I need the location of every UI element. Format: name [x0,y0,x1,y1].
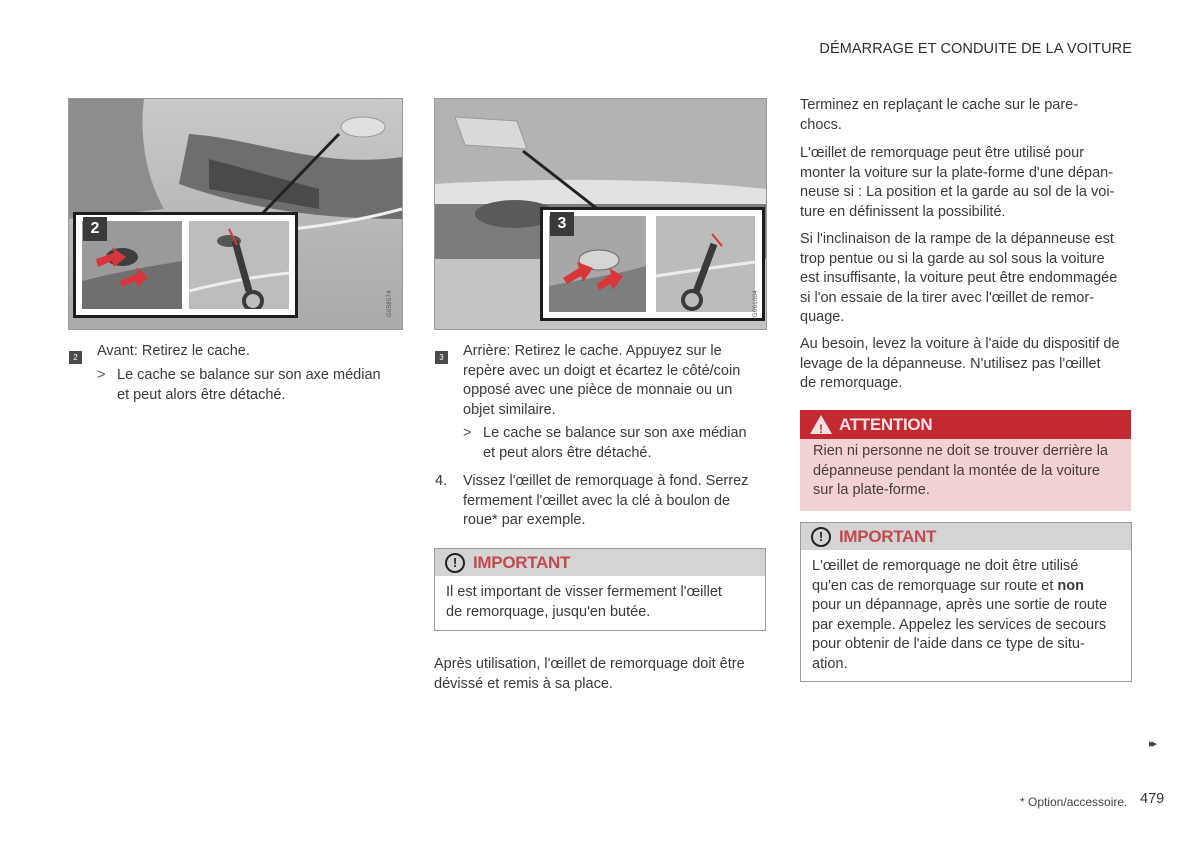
paragraph [800,144,1140,222]
result-text-line: et peut alors être détaché. [483,444,652,461]
after-use-text [434,655,774,694]
exclamation-icon: ! [445,553,465,573]
para-line: L'œillet de remorquage peut être utilisé pour [800,145,1085,161]
warning-mark: ! [819,422,823,436]
notice-text-line [812,577,1120,597]
step4-text [463,472,763,531]
notice-title: IMPORTANT [839,527,937,546]
para-line: Terminez en replaçant le cache sur le pare- [800,97,1079,113]
para-line: dévissé et remis à sa place. [434,675,613,692]
result-bullet: > [97,367,106,383]
result-item [463,424,763,463]
step-badge: 2 [69,351,82,364]
para-line: neuse si : La position et la garde au sol de la voi- [800,184,1115,200]
step-text-line: repère avec un doigt et écartez le côté/coin [463,362,741,379]
tow-eye-icon [189,221,289,309]
step-text-line: objet similaire. [463,401,556,418]
paragraph [800,96,1140,135]
figure-rear-tow-eye [434,98,767,330]
footnote: * Option/accessoire. [1020,795,1128,809]
paragraph [800,335,1140,394]
para-line: levage de la dépanneuse. N'utilisez pas l'œillet [800,355,1101,372]
notice-header [435,549,765,576]
figure-front-tow-eye [68,98,403,330]
step-text-line: fermement l'œillet avec la clé à boulon de [463,492,731,509]
inset-photo-tow-eye [189,221,289,309]
step-badge: 3 [435,351,448,364]
notice-text-line: pour un dépannage, après une sortie de route [812,597,1108,613]
figure-badge: 3 [550,212,574,236]
page-number: 479 [1140,791,1165,807]
important-notice [800,522,1132,682]
figure-code: G058574 [387,290,393,317]
para-line: monter la voiture sur la plate-forme d'une dépan- [800,164,1114,181]
notice-text-segment: qu'en cas de remorquage sur route et [812,577,1058,594]
important-notice [434,548,766,631]
step-text [463,342,763,420]
para-line: Après utilisation, l'œillet de remorquage doit être [434,656,745,672]
para-line: si l'on essaie de la tirer avec l'œillet de remor- [800,289,1095,306]
step-text-line: Arrière: Retirez le cache. Appuyez sur le [463,343,722,359]
figure-badge: 2 [83,217,107,241]
step-text: Avant: Retirez le cache. [97,343,250,359]
step-text-line: roue* par exemple. [463,512,586,528]
notice-text-line: par exemple. Appelez les services de secours [812,616,1107,633]
notice-header [801,523,1131,550]
notice-text-line: sur la plate-forme. [813,482,930,498]
para-line: trop pentue ou si la garde au sol sous la voiture [800,250,1105,267]
para-line: est insuffisante, la voiture peut être endommagée [800,270,1118,286]
result-bullet: > [463,425,472,441]
para-line: ture en définissent la possibilité. [800,203,1006,220]
notice-body [800,439,1131,511]
notice-text-line: pour obtenir de l'aide dans ce type de situ- [812,636,1085,652]
para-line: Au besoin, levez la voiture à l'aide du dispositif de [800,336,1120,352]
notice-text-line: Il est important de visser fermement l'œillet [446,584,722,600]
notice-text-line: L'œillet de remorquage ne doit être utilisé [812,558,1079,574]
step-text-line: opposé avec une pièce de monnaie ou un [463,382,733,398]
figure-inset [540,207,765,321]
notice-title: ATTENTION [839,415,933,434]
notice-header [800,410,1131,439]
result-text-line: et peut alors être détaché. [117,386,286,403]
notice-text-line: dépanneuse pendant la montée de la voiture [813,462,1100,479]
notice-emphasis: non [1057,577,1084,594]
notice-text-line: de remorquage, jusqu'en butée. [446,603,651,620]
section-title: DÉMARRAGE ET CONDUITE DE LA VOITURE [819,41,1132,57]
para-line: Si l'inclinaison de la rampe de la dépanneuse est [800,231,1114,247]
next-page-arrows-icon: ▸▸ [1149,738,1155,750]
notice-title: IMPORTANT [473,553,571,572]
step-number: 4. [435,473,448,489]
inset-photo-tow-eye [656,216,755,312]
result-item [97,366,397,405]
notice-body [435,576,765,631]
para-line: chocs. [800,116,842,133]
attention-notice [800,410,1131,504]
para-line: quage. [800,309,845,325]
notice-body [801,550,1131,683]
exclamation-icon: ! [811,527,831,547]
paragraph [800,230,1140,328]
para-line: de remorquage. [800,375,903,391]
tow-eye-icon [656,216,755,312]
result-text-line: Le cache se balance sur son axe médian [483,425,747,441]
figure-code: G061004 [753,290,759,317]
step-text-line: Vissez l'œillet de remorquage à fond. Serrez [463,473,749,489]
result-text-line: Le cache se balance sur son axe médian [117,367,381,383]
figure-inset [73,212,298,318]
notice-text-line: ation. [812,655,848,672]
notice-text-line: Rien ni personne ne doit se trouver derrière la [813,443,1108,459]
